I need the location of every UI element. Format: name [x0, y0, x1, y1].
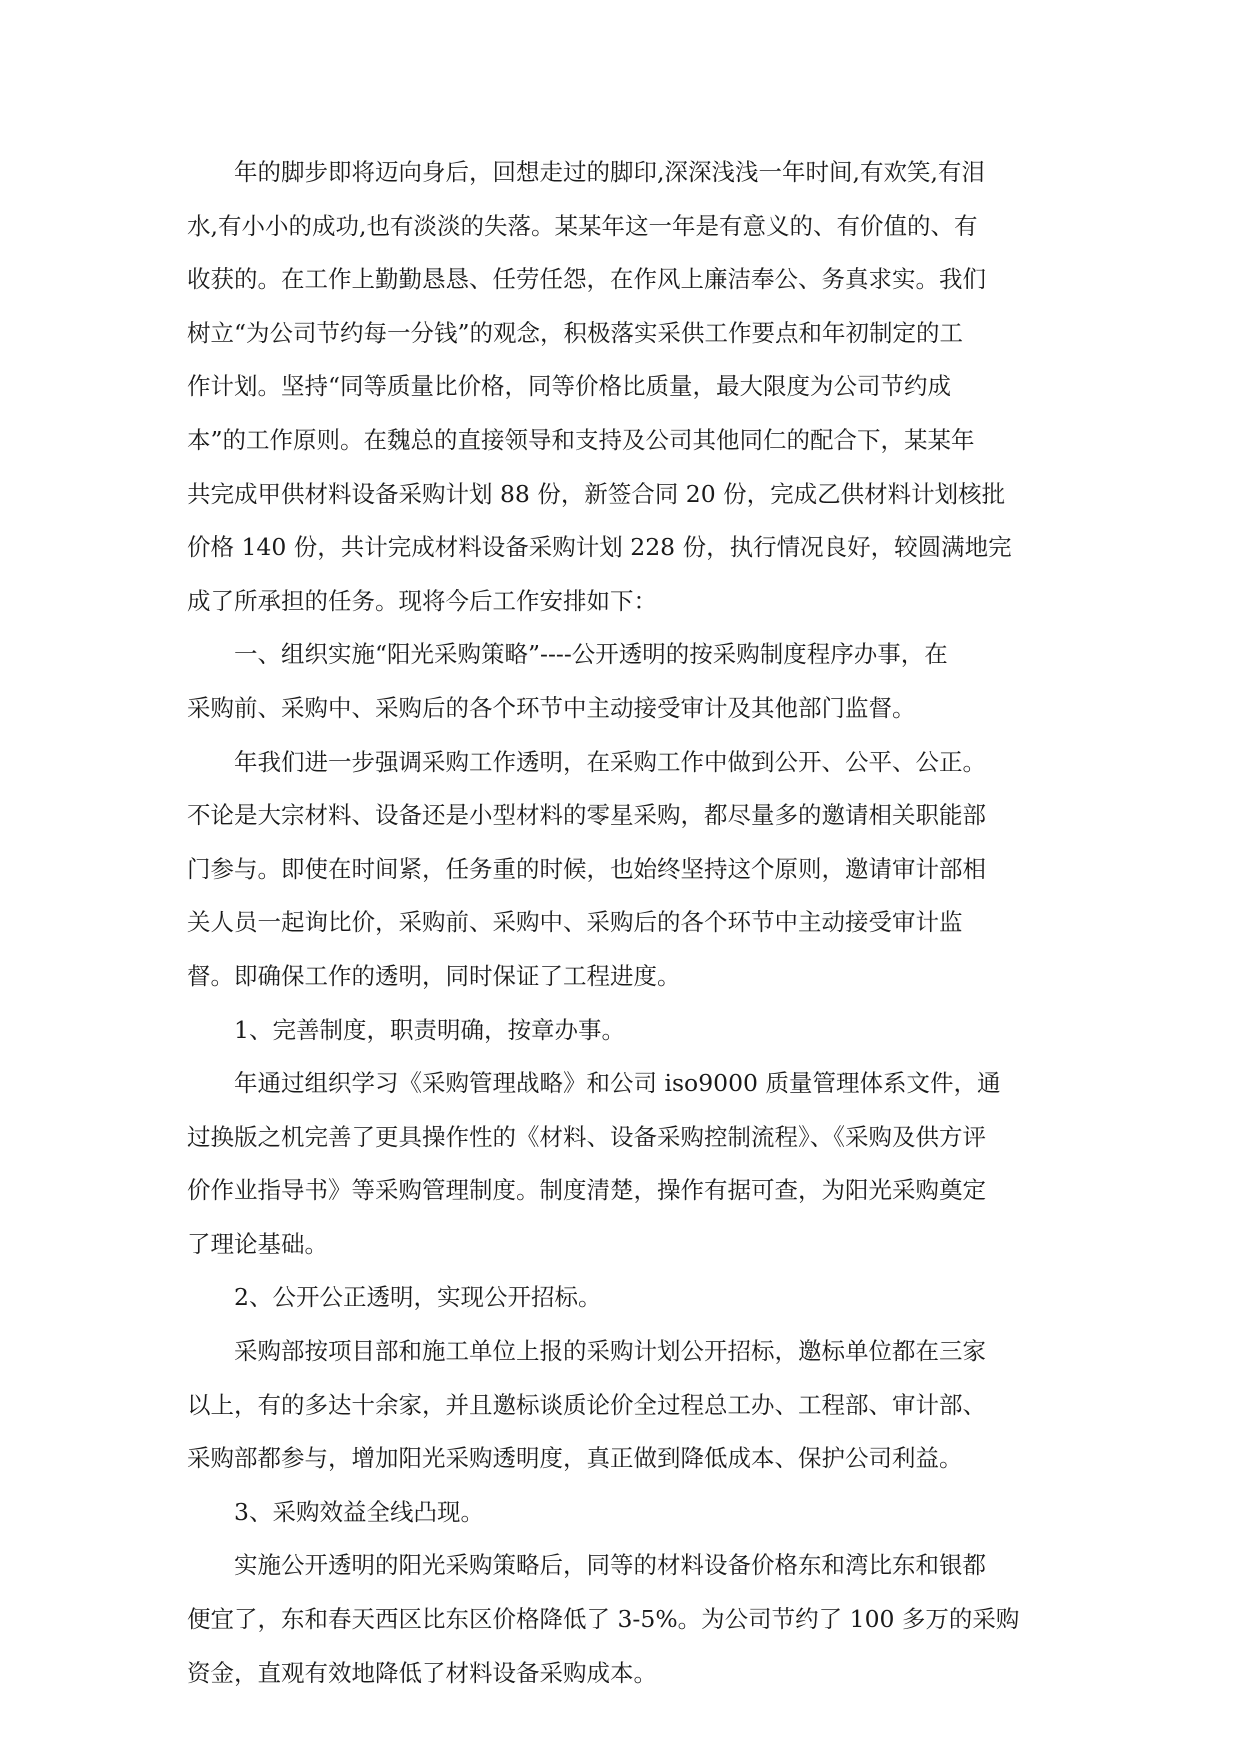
text-line: 树立“为公司节约每一分钱”的观念，积极落实采供工作要点和年初制定的工 — [187, 318, 964, 347]
text-line: 便宜了，东和春天西区比东区价格降低了 3-5%。为公司节约了 100 多万的采购 — [187, 1605, 1020, 1634]
text-line: 收获的。在工作上勤勤恳恳、任劳任怨，在作风上廉洁奉公、务真求实。我们 — [187, 265, 986, 294]
text-line: 过换版之机完善了更具操作性的《材料、设备采购控制流程》、《采购及供方评 — [187, 1122, 986, 1151]
text-line: 采购部都参与，增加阳光采购透明度，真正做到降低成本、保护公司利益。 — [187, 1444, 963, 1473]
text-line: 督。即确保工作的透明，同时保证了工程进度。 — [187, 961, 681, 990]
text-line: 本”的工作原则。在魏总的直接领导和支持及公司其他同仁的配合下，某某年 — [187, 425, 975, 454]
text-line: 共完成甲供材料设备采购计划 88 份，新签合同 20 份，完成乙供材料计划核批 — [187, 479, 1006, 508]
text-line: 成了所承担的任务。现将今后工作安排如下： — [187, 586, 657, 615]
text-line: 不论是大宗材料、设备还是小型材料的零星采购，都尽量多的邀请相关职能部 — [187, 801, 986, 830]
text-line: 关人员一起询比价，采购前、采购中、采购后的各个环节中主动接受审计监 — [187, 908, 963, 937]
subheading-line: 1、完善制度，职责明确，按章办事。 — [234, 1015, 625, 1044]
document-body — [187, 146, 1057, 1700]
text-line: 年的脚步即将迈向身后，回想走过的脚印,深深浅浅一年时间,有欢笑,有泪 — [234, 158, 985, 186]
text-line: 采购部按项目部和施工单位上报的采购计划公开招标，邀标单位都在三家 — [234, 1337, 986, 1366]
text-line: 水,有小小的成功,也有淡淡的失落。某某年这一年是有意义的、有价值的、有 — [187, 211, 978, 240]
text-line: 价格 140 份，共计完成材料设备采购计划 228 份，执行情况良好，较圆满地完 — [187, 533, 1012, 562]
text-line: 年我们进一步强调采购工作透明，在采购工作中做到公开、公平、公正。 — [234, 747, 986, 776]
text-line: 门参与。即使在时间紧，任务重的时候，也始终坚持这个原则，邀请审计部相 — [187, 854, 986, 883]
section-heading-line: 一、组织实施“阳光采购策略”----公开透明的按采购制度程序办事，在 — [234, 640, 948, 669]
text-line: 了理论基础。 — [187, 1229, 328, 1258]
text-line: 采购前、采购中、采购后的各个环节中主动接受审计及其他部门监督。 — [187, 693, 916, 722]
text-line: 实施公开透明的阳光采购策略后，同等的材料设备价格东和湾比东和银都 — [234, 1551, 986, 1580]
subheading-line: 3、采购效益全线凸现。 — [234, 1497, 484, 1526]
text-line: 资金，直观有效地降低了材料设备采购成本。 — [187, 1658, 657, 1687]
text-line: 以上，有的多达十余家，并且邀标谈质论价全过程总工办、工程部、审计部、 — [187, 1390, 986, 1419]
text-line: 价作业指导书》等采购管理制度。制度清楚，操作有据可查，为阳光采购奠定 — [187, 1176, 986, 1205]
text-line: 作计划。坚持“同等质量比价格，同等价格比质量，最大限度为公司节约成 — [187, 372, 952, 401]
subheading-line: 2、公开公正透明，实现公开招标。 — [234, 1283, 602, 1312]
text-line: 年通过组织学习《采购管理战略》和公司 iso9000 质量管理体系文件，通 — [234, 1069, 1001, 1098]
